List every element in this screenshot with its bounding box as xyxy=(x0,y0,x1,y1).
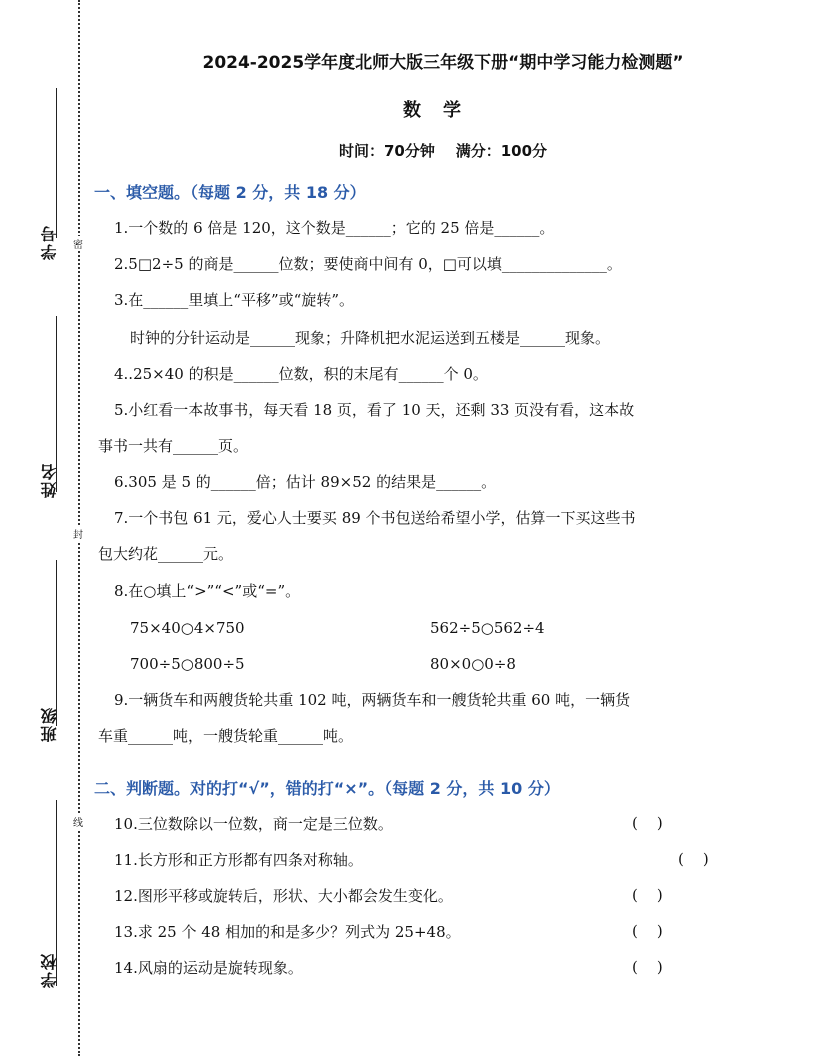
question-8: 8.在○填上“>”“<”或“=”。 xyxy=(114,582,301,600)
student-id-label: 学号 xyxy=(40,224,59,260)
question-6: 6.305 是 5 的______倍；估计 89×52 的结果是______。 xyxy=(114,473,497,491)
class-label: 班级 xyxy=(40,706,59,742)
question-5: 5.小红看一本故事书，每天看 18 页，看了 10 天，还剩 33 页没有看，这本故 xyxy=(114,401,635,419)
school-label: 学校 xyxy=(40,952,59,988)
seal-mark-xian: 线 xyxy=(71,814,85,829)
question-5-cont: 事书一共有______页。 xyxy=(98,437,249,455)
binding-margin xyxy=(0,0,100,1056)
answer-paren-11: ( ) xyxy=(678,850,709,868)
seal-mark-feng: 封 xyxy=(71,526,85,541)
question-9: 9.一辆货车和两艘货轮共重 102 吨，两辆货车和一艘货轮共重 60 吨，一辆货 xyxy=(114,691,631,709)
answer-paren-13: ( ) xyxy=(632,922,663,940)
question-8-item-c: 700÷5○800÷5 xyxy=(130,655,245,673)
question-1: 1.一个数的 6 倍是 120，这个数是______；它的 25 倍是______。 xyxy=(114,219,555,237)
answer-paren-10: ( ) xyxy=(632,814,663,832)
question-2: 2.5□2÷5 的商是______位数；要使商中间有 0，□可以填______________。 xyxy=(114,255,622,273)
subject-title: 数学 xyxy=(403,100,483,121)
question-14: 14.风扇的运动是旋转现象。 xyxy=(114,959,303,977)
question-7: 7.一个书包 61 元，爱心人士要买 89 个书包送给希望小学，估算一下买这些书 xyxy=(114,509,636,527)
question-10: 10.三位数除以一位数，商一定是三位数。 xyxy=(114,815,393,833)
answer-paren-14: ( ) xyxy=(632,958,663,976)
section-fill-blank-heading: 一、填空题。（每题 2 分，共 18 分） xyxy=(94,183,366,202)
question-8-item-a: 75×40○4×750 xyxy=(130,619,245,637)
seal-mark-mi: 密 xyxy=(71,236,85,251)
question-8-item-b: 562÷5○562÷4 xyxy=(430,619,545,637)
question-8-item-d: 80×0○0÷8 xyxy=(430,655,516,673)
question-11: 11.长方形和正方形都有四条对称轴。 xyxy=(114,851,363,869)
name-label: 姓名 xyxy=(40,462,59,498)
question-7-cont: 包大约花______元。 xyxy=(98,545,234,563)
answer-paren-12: ( ) xyxy=(632,886,663,904)
question-12: 12.图形平移或旋转后，形状、大小都会发生变化。 xyxy=(114,887,453,905)
question-9-cont: 车重______吨，一艘货轮重______吨。 xyxy=(98,727,354,745)
exam-title: 2024-2025学年度北师大版三年级下册“期中学习能力检测题” xyxy=(202,53,684,73)
question-4: 4..25×40 的积是______位数，积的末尾有______个 0。 xyxy=(114,365,488,383)
question-13: 13.求 25 个 48 相加的和是多少？列式为 25+48。 xyxy=(114,923,461,941)
section-judge-heading: 二、判断题。对的打“√”，错的打“×”。（每题 2 分，共 10 分） xyxy=(94,779,560,798)
question-3: 3.在______里填上“平移”或“旋转”。 xyxy=(114,291,354,309)
question-3-detail: 时钟的分针运动是______现象；升降机把水泥运送到五楼是______现象。 xyxy=(130,329,611,347)
exam-meta: 时间：70分钟 满分：100分 xyxy=(338,142,548,160)
